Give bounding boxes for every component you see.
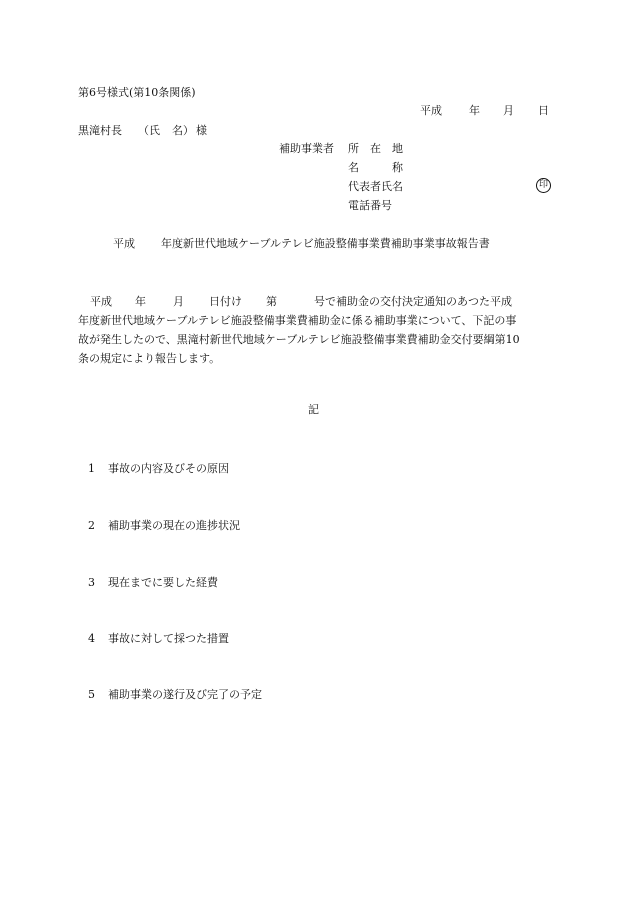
body-year-label: 年 (135, 295, 146, 308)
representative-label: 代表者氏名 (348, 180, 403, 193)
seal-mark: 印 (536, 178, 551, 193)
date-year-label: 年 (469, 104, 480, 117)
item-number: 4 (88, 632, 95, 645)
item-label: 補助事業の現在の進捗状況 (108, 519, 240, 532)
applicant-role: 補助事業者 (279, 142, 334, 155)
date-day-label: 日 (538, 104, 549, 117)
list-item (88, 633, 229, 644)
item-label: 現在までに要した経費 (108, 576, 218, 589)
title-era: 平成 (113, 237, 135, 250)
list-item (88, 689, 262, 700)
list-item (88, 520, 240, 531)
ki-heading: 記 (308, 403, 319, 416)
body-line-1-rest: 号で補助金の交付決定通知のあつた平成 (314, 295, 512, 308)
addressee-name-close: 名） (172, 124, 194, 137)
address-label: 所 在 地 (348, 142, 403, 155)
list-item (88, 577, 218, 588)
addressee-village-head: 黒滝村長 (78, 124, 122, 137)
body-number-prefix: 第 (266, 295, 277, 308)
item-label: 補助事業の遂行及び完了の予定 (108, 688, 262, 701)
item-number: 1 (88, 462, 95, 475)
item-label: 事故の内容及びその原因 (108, 462, 229, 475)
item-number: 3 (88, 576, 95, 589)
addressee-honorific: 様 (196, 124, 207, 137)
date-month-label: 月 (503, 104, 514, 117)
body-line-2: 年度新世代地域ケーブルテレビ施設整備事業費補助金に係る補助事業について、下記の事 (78, 314, 517, 327)
list-item (88, 463, 229, 474)
body-line-4: 条の規定により報告します。 (78, 352, 221, 365)
addressee-name-open: （氏 (138, 124, 160, 137)
body-date-attached: 日付け (209, 295, 242, 308)
body-era: 平成 (90, 295, 112, 308)
item-number: 5 (88, 688, 95, 701)
body-line-3: 故が発生したので、黒滝村新世代地域ケーブルテレビ施設整備事業費補助金交付要綱第10 (78, 333, 520, 346)
title-text: 年度新世代地域ケーブルテレビ施設整備事業費補助事業事故報告書 (161, 237, 490, 250)
form-number: 第6号様式(第10条関係) (78, 86, 196, 99)
item-number: 2 (88, 519, 95, 532)
name-label: 名 称 (348, 161, 403, 174)
body-line-1 (78, 292, 558, 311)
body-paragraph (78, 292, 558, 368)
body-month-label: 月 (173, 295, 184, 308)
date-era: 平成 (420, 104, 442, 117)
item-label: 事故に対して採つた措置 (108, 632, 229, 645)
phone-label: 電話番号 (348, 199, 392, 212)
